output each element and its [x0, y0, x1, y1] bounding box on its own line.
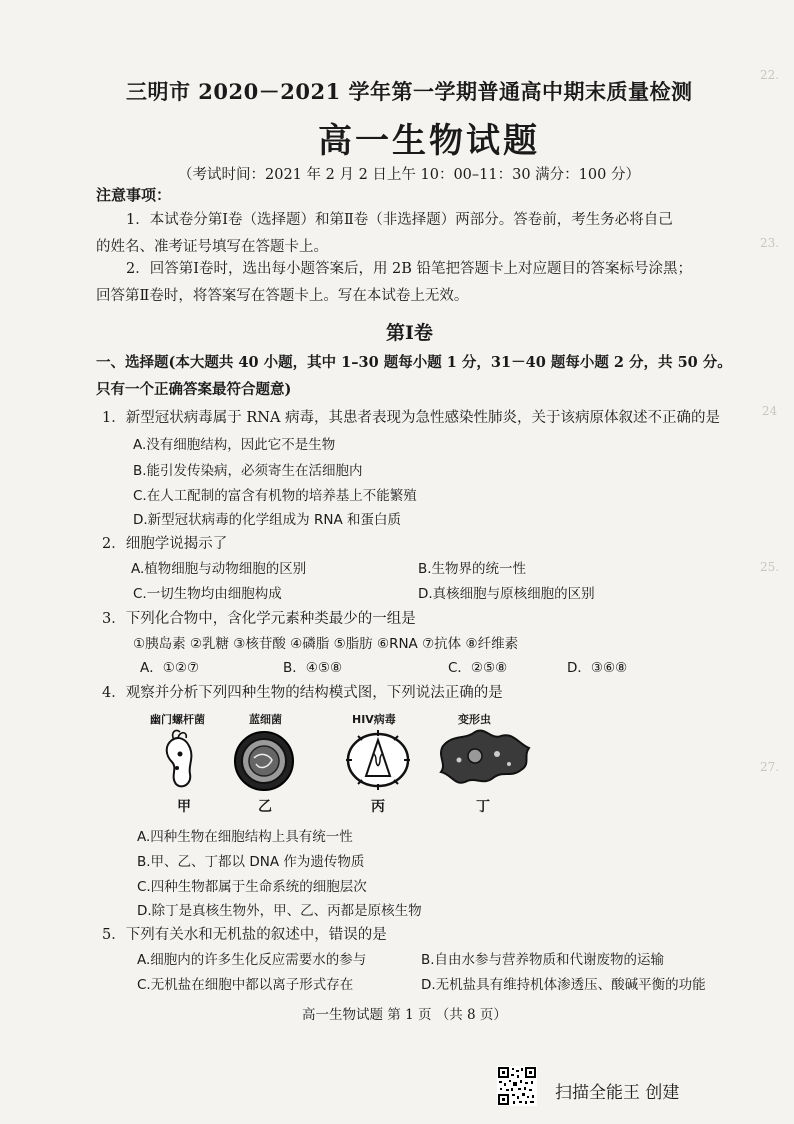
bleed-through-mark: 25. — [760, 560, 780, 574]
part-heading: 一、选择题(本大题共 40 小题，其中 1–30 题每小题 1 分，31－40 题每小题 2 分，共 50 分。 — [96, 354, 732, 371]
notice-item-2-cont: 回答第Ⅱ卷时，将答案写在答题卡上。写在本试卷上无效。 — [96, 288, 469, 304]
notice-heading: 注意事项： — [96, 186, 172, 204]
question-1-stem: 1．新型冠状病毒属于 RNA 病毒，其患者表现为急性感染性肺炎，关于该病原体叙述不正确的是 — [102, 410, 721, 426]
qr-code-icon — [497, 1066, 537, 1106]
part-heading-cont: 只有一个正确答案最符合题意) — [96, 381, 292, 398]
q1-option-d: D.新型冠状病毒的化学组成为 RNA 和蛋白质 — [133, 512, 401, 528]
notice-item-1: 1．本试卷分第Ⅰ卷（选择题）和第Ⅱ卷（非选择题）两部分。答卷前，考生务必将自己 — [126, 212, 673, 228]
q1-option-a: A.没有细胞结构，因此它不是生物 — [133, 437, 336, 453]
q3-compound-list: ①胰岛素 ②乳糖 ③核苷酸 ④磷脂 ⑤脂肪 ⑥RNA ⑦抗体 ⑧纤维素 — [133, 636, 519, 652]
helicobacter-drawing — [150, 728, 210, 792]
q5-option-a: A.细胞内的许多生化反应需要水的参与 — [137, 952, 367, 968]
q2-option-d: D.真核细胞与原核细胞的区别 — [418, 586, 595, 602]
organism-label-hiv: HIV病毒 — [352, 713, 396, 726]
bleed-through-mark: 24 — [762, 404, 778, 418]
q5-option-d: D.无机盐具有维持机体渗透压、酸碱平衡的功能 — [421, 977, 706, 993]
q1-option-b: B.能引发传染病，必须寄生在活细胞内 — [133, 463, 363, 479]
organism-letter-bing: 丙 — [371, 799, 385, 815]
q4-option-c: C.四种生物都属于生命系统的细胞层次 — [137, 879, 367, 895]
q2-option-a: A.植物细胞与动物细胞的区别 — [131, 561, 307, 577]
q4-option-d: D.除丁是真核生物外，甲、乙、丙都是原核生物 — [137, 903, 422, 919]
organism-letter-yi: 乙 — [258, 799, 272, 815]
q1-option-c: C.在人工配制的富含有机物的培养基上不能繁殖 — [133, 488, 417, 504]
exam-info: （考试时间：2021 年 2 月 2 日上午 10：00–11：30 满分：100 分） — [178, 167, 640, 183]
exam-header: 三明市 2020－2021 学年第一学期普通高中期末质量检测 — [126, 79, 693, 104]
q4-option-a: A.四种生物在细胞结构上具有统一性 — [137, 829, 353, 845]
question-4-stem: 4．观察并分析下列四种生物的结构模式图，下列说法正确的是 — [102, 685, 503, 701]
notice-item-2: 2．回答第Ⅰ卷时，选出每小题答案后，用 2B 铅笔把答题卡上对应题目的答案标号涂黑； — [126, 261, 693, 277]
scanner-watermark: 扫描全能王 创建 — [555, 1083, 680, 1103]
bleed-through-mark: 23. — [760, 236, 780, 250]
q2-option-b: B.生物界的统一性 — [418, 561, 527, 577]
notice-item-1-cont: 的姓名、准考证号填写在答题卡上。 — [96, 239, 328, 255]
organism-label-amoeba: 变形虫 — [458, 713, 491, 726]
cyanobacteria-drawing — [232, 730, 296, 792]
page-footer: 高一生物试题 第 1 页 （共 8 页） — [302, 1007, 507, 1023]
organism-label-cyanobacteria: 蓝细菌 — [249, 713, 282, 726]
bleed-through-mark: 27. — [760, 760, 780, 774]
organism-label-helicobacter: 幽门螺杆菌 — [150, 713, 205, 726]
question-2-stem: 2．细胞学说揭示了 — [102, 536, 228, 552]
bleed-through-mark: 22. — [760, 68, 780, 82]
page-title: 高一生物试题 — [318, 121, 540, 161]
q3-option-d: D．③⑥⑧ — [567, 660, 628, 676]
question-5-stem: 5．下列有关水和无机盐的叙述中，错误的是 — [102, 927, 387, 943]
q3-option-b: B．④⑤⑧ — [283, 660, 343, 676]
organism-letter-jia: 甲 — [177, 799, 191, 815]
q3-option-c: C．②⑤⑧ — [448, 660, 508, 676]
amoeba-drawing — [435, 726, 535, 788]
organism-letter-ding: 丁 — [476, 799, 490, 815]
q2-option-c: C.一切生物均由细胞构成 — [133, 586, 282, 602]
section-title: 第Ⅰ卷 — [386, 322, 433, 344]
question-3-stem: 3．下列化合物中，含化学元素种类最少的一组是 — [102, 611, 416, 627]
q5-option-b: B.自由水参与营养物质和代谢废物的运输 — [421, 952, 665, 968]
q4-option-b: B.甲、乙、丁都以 DNA 作为遗传物质 — [137, 854, 365, 870]
q5-option-c: C.无机盐在细胞中都以离子形式存在 — [137, 977, 354, 993]
hiv-virus-drawing — [340, 728, 416, 792]
q3-option-a: A．①②⑦ — [140, 660, 200, 676]
